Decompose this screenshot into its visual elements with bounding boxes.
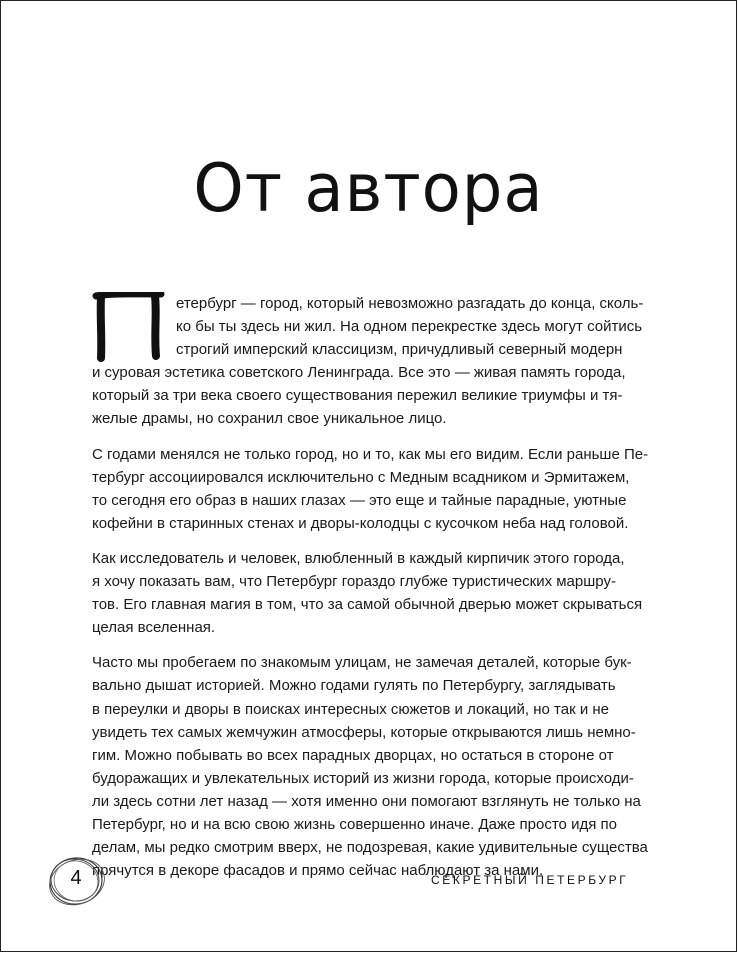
dropcap-letter [92, 292, 165, 362]
text-line: тербург ассоциировался исключительно с Медным всадником и Эрмитажем, [92, 468, 630, 486]
text-line: который за три века своего существования пережил великие триумфы и тя- [92, 387, 623, 405]
text-line: увидеть тех самых жемчужин атмосферы, которые открываются лишь немно- [92, 723, 636, 741]
page-number [45, 853, 107, 909]
text-line: строгий имперский классицизм, причудливый северный модерн [176, 341, 623, 359]
text-line: прячутся в декоре фасадов и прямо сейчас наблюдают за нами. [92, 862, 544, 880]
text-line: етербург — город, который невозможно разгадать до конца, сколь- [176, 295, 644, 312]
chapter-title: От автора [193, 150, 544, 228]
text-line: тов. Его главная магия в том, что за самой обычной дверью может скрываться [92, 596, 643, 614]
text-line: я хочу показать вам, что Петербург гораздо глубже туристических маршру- [92, 573, 616, 591]
page-number-text: 4 [70, 867, 82, 889]
text-line: в переулки и дворы в поисках интересных сюжетов и локаций, но так и не [92, 700, 609, 718]
paragraph-2 [92, 443, 672, 535]
text-line: С годами менялся не только город, но и то, как мы его видим. Если раньше Пе- [92, 445, 649, 463]
paragraph-3 [92, 547, 672, 639]
paragraph-1 [92, 292, 672, 431]
body-text [92, 292, 672, 882]
text-line: то сегодня его образ в наших глазах — это еще и тайные парадные, уютные [92, 491, 627, 509]
text-line: Часто мы пробегаем по знакомым улицам, не замечая деталей, которые бук- [92, 654, 632, 672]
text-line: кофейни в старинных стенах и дворы-колодцы с кусочком неба над головой. [92, 514, 629, 532]
text-line: делам, мы редко смотрим вверх, не подозревая, какие удивительные существа [92, 839, 648, 857]
text-line: гим. Можно побывать во всех парадных дворцах, но остаться в стороне от [92, 746, 614, 764]
text-line: целая вселенная. [92, 619, 216, 637]
text-line: ли здесь сотни лет назад — хотя именно они помогают взглянуть не только на [92, 792, 641, 810]
text-line: и суровая эстетика советского Ленинграда. Все это — живая память города, [92, 364, 626, 382]
text-line: Как исследователь и человек, влюбленный в каждый кирпичик этого города, [92, 549, 625, 567]
text-line: вально дышат историей. Можно годами гулять по Петербургу, заглядывать [92, 677, 616, 695]
running-head: СЕКРЕТНЫЙ ПЕТЕРБУРГ [431, 873, 629, 887]
text-line: ко бы ты здесь ни жил. На одном перекрестке здесь могут сойтись [176, 318, 643, 336]
text-line: Петербург, но и на всю свою жизнь совершенно иначе. Даже просто идя по [92, 815, 617, 833]
text-line: желые драмы, но сохранил свое уникальное лицо. [92, 410, 447, 428]
text-line: будоражащих и увлекательных историй из жизни города, которые происходи- [92, 769, 634, 787]
paragraph-4 [92, 651, 672, 882]
